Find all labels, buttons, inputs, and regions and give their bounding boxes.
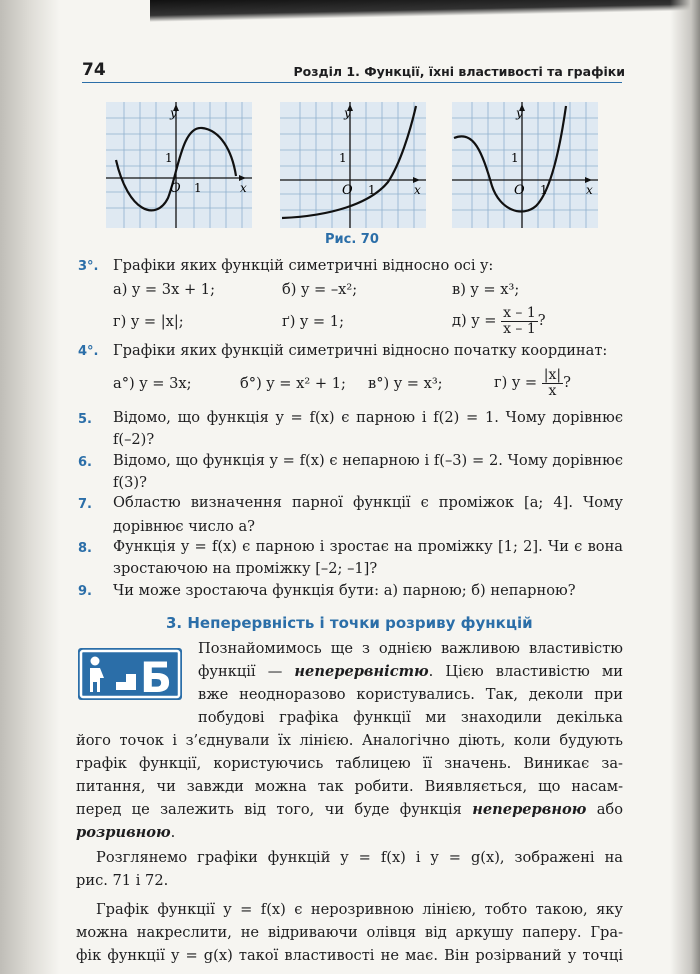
exercise-number: 7. <box>78 497 92 512</box>
graph-b <box>280 102 426 228</box>
option-end: ? <box>537 312 546 329</box>
page-binding-shadow <box>0 0 60 974</box>
paragraph-line: вже неодноразово користувались. Так, деколи при <box>198 686 623 703</box>
option: а) y = 3x + 1; <box>113 281 216 298</box>
option: г) y = |x|; <box>113 313 184 330</box>
term-discontinuous: розривною <box>76 824 171 841</box>
figure-caption: Рис. 70 <box>325 232 379 247</box>
exercise-number: 8. <box>78 541 92 556</box>
paragraph-line: побудові графіка функції ми знаходили декілька <box>198 709 623 726</box>
exercise-text: Відомо, що функція y = f(x) є парною і f(2) = 1. Чому дорівнює <box>113 409 623 426</box>
paragraph-line: можна накреслити, не відриваючи олівця від аркушу паперу. Гра- <box>76 924 623 941</box>
header-rule <box>82 82 622 83</box>
exercise-text: Графіки яких функцій симетричні відносно осі y: <box>113 257 494 274</box>
exercise-text: Областю визначення парної функції є проміжок [a; 4]. Чому <box>113 494 623 511</box>
exercise-text: дорівнює число a? <box>113 518 256 535</box>
text-run: функції — <box>198 663 295 680</box>
page-edge-shadow <box>670 0 700 974</box>
exercise-number: 5. <box>78 412 92 427</box>
exercise-text: Функція y = f(x) є парною і зростає на проміжку [1; 2]. Чи є вона <box>113 538 623 555</box>
paragraph-line: його точок і з’єднували їх лінією. Аналогічно діють, коли будують <box>76 732 623 749</box>
fraction-denominator: x – 1 <box>503 320 536 337</box>
option: б) y = –x²; <box>282 281 358 298</box>
unit-label: 1 <box>339 151 347 165</box>
paragraph-line: Познайомимось ще з однією важливою властивістю <box>198 640 623 657</box>
paragraph-line: графік функції, користуючись таблицею її значень. Виникає за- <box>76 755 623 772</box>
fraction <box>542 368 563 399</box>
fraction-numerator: x – 1 <box>503 304 536 321</box>
fraction-denominator: x <box>548 382 557 399</box>
paragraph-line <box>76 821 175 844</box>
text-run: перед це залежить від того, чи буде функція <box>76 801 473 818</box>
unit-label: 1 <box>194 181 202 195</box>
text-run: . Цією властивістю ми <box>428 663 624 680</box>
graph-a <box>106 102 252 228</box>
option: в°) y = x³; <box>368 375 443 392</box>
unit-label: 1 <box>165 151 173 165</box>
origin-label: O <box>170 181 181 196</box>
running-header: Розділ 1. Функції, їхні властивості та графіки <box>293 64 625 79</box>
x-axis-label: x <box>586 183 593 197</box>
paragraph-line: Графік функції y = f(x) є нерозривною лінією, тобто такою, яку <box>96 901 623 918</box>
exercise-number: 3°. <box>78 259 99 274</box>
exercise-number: 6. <box>78 455 92 470</box>
option-prefix: г) y = <box>494 374 538 391</box>
fraction-numerator: |x| <box>543 366 562 383</box>
paragraph-line <box>76 798 623 821</box>
exercise-text: f(–2)? <box>113 431 155 448</box>
exercise-text: Чи може зростаюча функція бути: а) парною; б) непарною? <box>113 582 576 599</box>
unit-label: 1 <box>511 151 519 165</box>
exercise-text: f(3)? <box>113 474 147 491</box>
option: в) y = x³; <box>452 281 520 298</box>
page-number: 74 <box>82 60 106 80</box>
term-continuity: неперервністю <box>294 663 429 680</box>
y-axis-label: y <box>516 106 523 120</box>
reading-person-icon <box>78 648 182 700</box>
option: а°) y = 3x; <box>113 375 192 392</box>
origin-label: O <box>342 183 353 198</box>
option: ґ) y = 1; <box>282 313 345 330</box>
exercise-number: 4°. <box>78 344 99 359</box>
exercise-number: 9. <box>78 584 92 599</box>
text-run: . <box>170 824 176 841</box>
option: б°) y = x² + 1; <box>240 375 346 392</box>
section-title: 3. Неперервність і точки розриву функцій <box>166 614 533 632</box>
y-axis-label: y <box>170 106 177 120</box>
section-icon-letter: Б <box>140 653 173 700</box>
paragraph-line <box>198 660 623 683</box>
x-axis-label: x <box>240 181 247 195</box>
paragraph-line: питання, чи завжди можна так робити. Виявляється, що насам- <box>76 778 623 795</box>
paragraph-line: Розглянемо графіки функцій y = f(x) і y = g(x), зображені на <box>96 849 623 866</box>
paragraph-line: фік функції y = g(x) такої властивості не має. Він розірваний у точці <box>76 947 623 964</box>
exercise-text: Відомо, що функція y = f(x) є непарною і f(–3) = 2. Чому дорівнює <box>113 452 623 469</box>
origin-label: O <box>514 183 525 198</box>
graph-c <box>452 102 598 228</box>
term-continuous: неперервною <box>472 801 587 818</box>
y-axis-label: y <box>344 106 351 120</box>
option-fraction <box>494 361 571 405</box>
x-axis-label: x <box>414 183 421 197</box>
option-fraction <box>452 299 546 343</box>
paragraph-line: рис. 71 і 72. <box>76 872 169 889</box>
text-run: або <box>586 801 623 818</box>
fraction <box>501 306 538 337</box>
option-prefix: д) y = <box>452 312 497 329</box>
unit-label: 1 <box>540 183 548 197</box>
unit-label: 1 <box>368 183 376 197</box>
section-icon <box>78 648 182 700</box>
option-end: ? <box>563 374 571 391</box>
exercise-text: Графіки яких функцій симетричні відносно початку координат: <box>113 342 608 359</box>
exercise-text: зростаючою на проміжку [–2; –1]? <box>113 560 378 577</box>
